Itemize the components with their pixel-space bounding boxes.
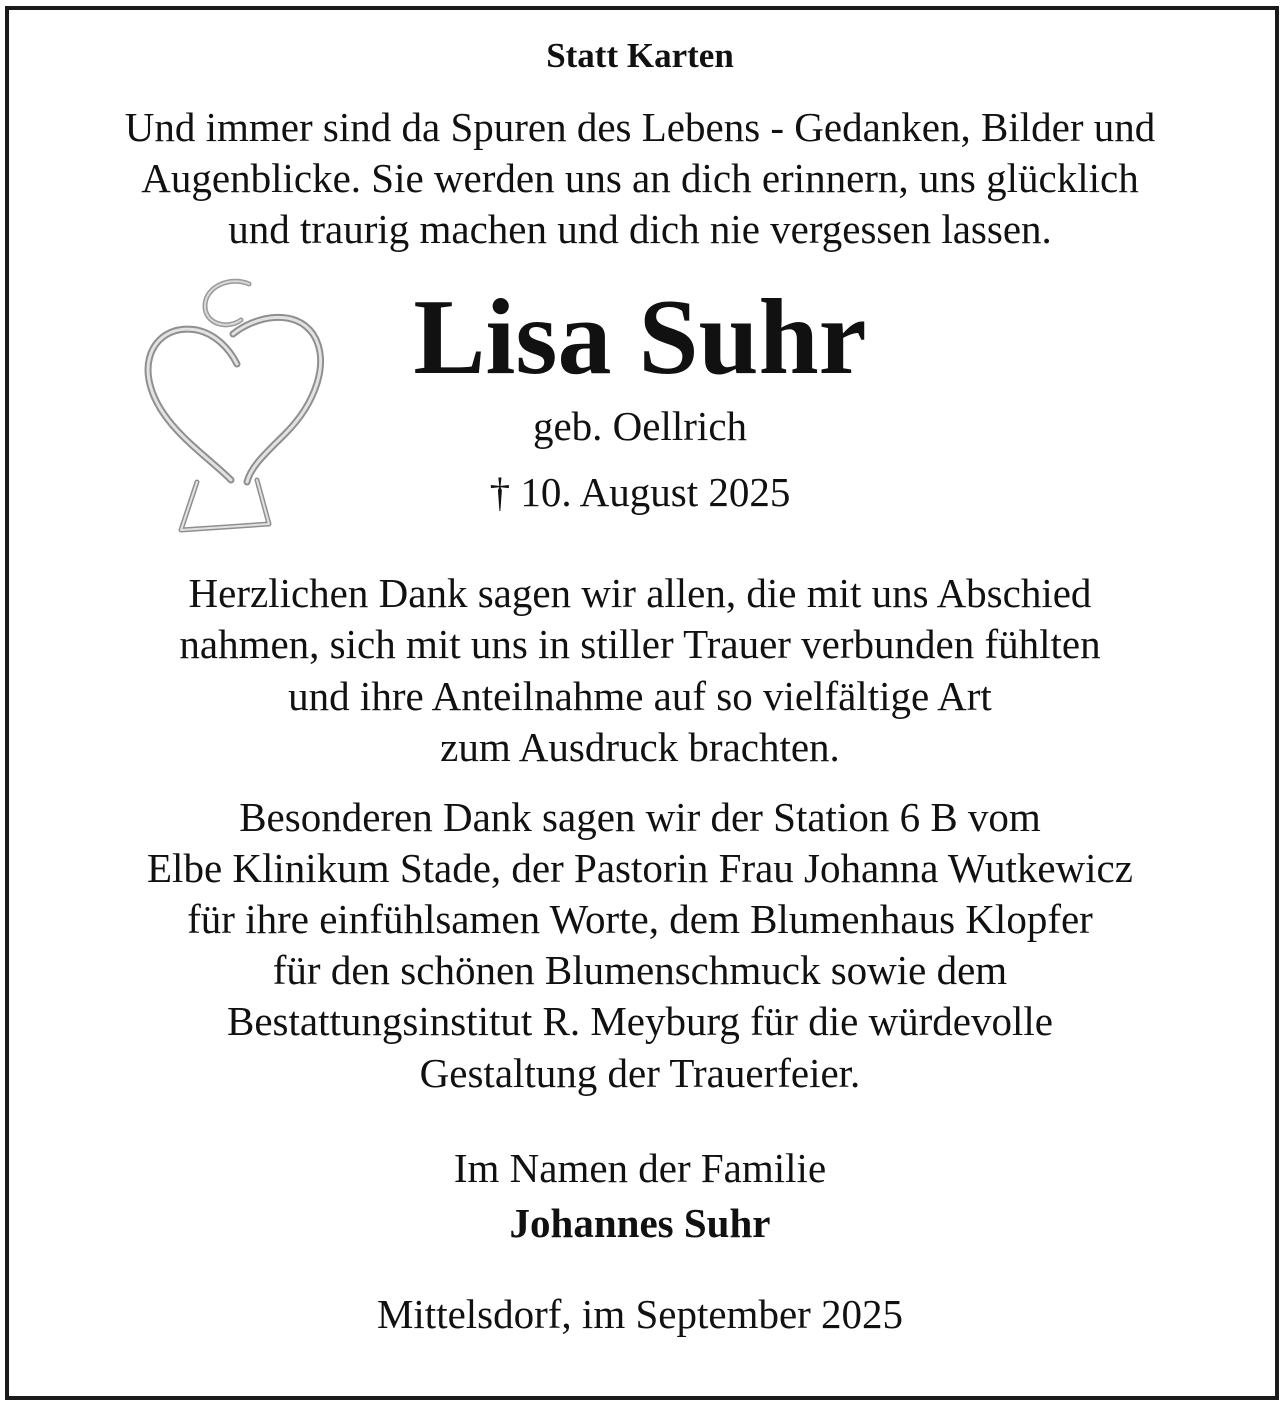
poem-line-2: Augenblicke. Sie werden uns an dich erinnern, uns glücklich [141,155,1139,201]
signer-name: Johannes Suhr [509,1200,771,1246]
thanks-general-line-4: zum Ausdruck brachten. [440,724,840,770]
thanks-general-line-2: nahmen, sich mit uns in stiller Trauer verbunden fühlten [179,621,1101,667]
thanks-special-line-5: Bestattungsinstitut R. Meyburg für die würdevolle [227,998,1053,1044]
thanks-special-line-4: für den schönen Blumenschmuck sowie dem [272,947,1008,993]
thanks-special-line-1: Besonderen Dank sagen wir der Station 6 B vom [239,794,1041,840]
deceased-birth-name: geb. Oellrich [532,403,748,449]
deceased-name: Lisa Suhr [413,278,867,397]
thanks-general-line-3: und ihre Anteilnahme auf so vielfältige Art [288,673,992,719]
poem-line-3: und traurig machen und dich nie vergessen lassen. [228,206,1052,252]
thanks-special-line-3: für ihre einfühlsamen Worte, dem Blumenhaus Klopfer [187,896,1093,942]
thanks-general-line-1: Herzlichen Dank sagen wir allen, die mit uns Abschied [188,570,1092,616]
family-intro: Im Namen der Familie [453,1145,827,1191]
thanks-special-line-6: Gestaltung der Trauerfeier. [419,1050,861,1096]
header-statt-karten: Statt Karten [546,36,734,75]
poem-line-1: Und immer sind da Spuren des Lebens - Gedanken, Bilder und [124,104,1156,150]
thanks-special-line-2: Elbe Klinikum Stade, der Pastorin Frau Johanna Wutkewicz [147,845,1133,891]
place-and-date: Mittelsdorf, im September 2025 [376,1291,904,1337]
deceased-death-date: † 10. August 2025 [489,469,791,515]
